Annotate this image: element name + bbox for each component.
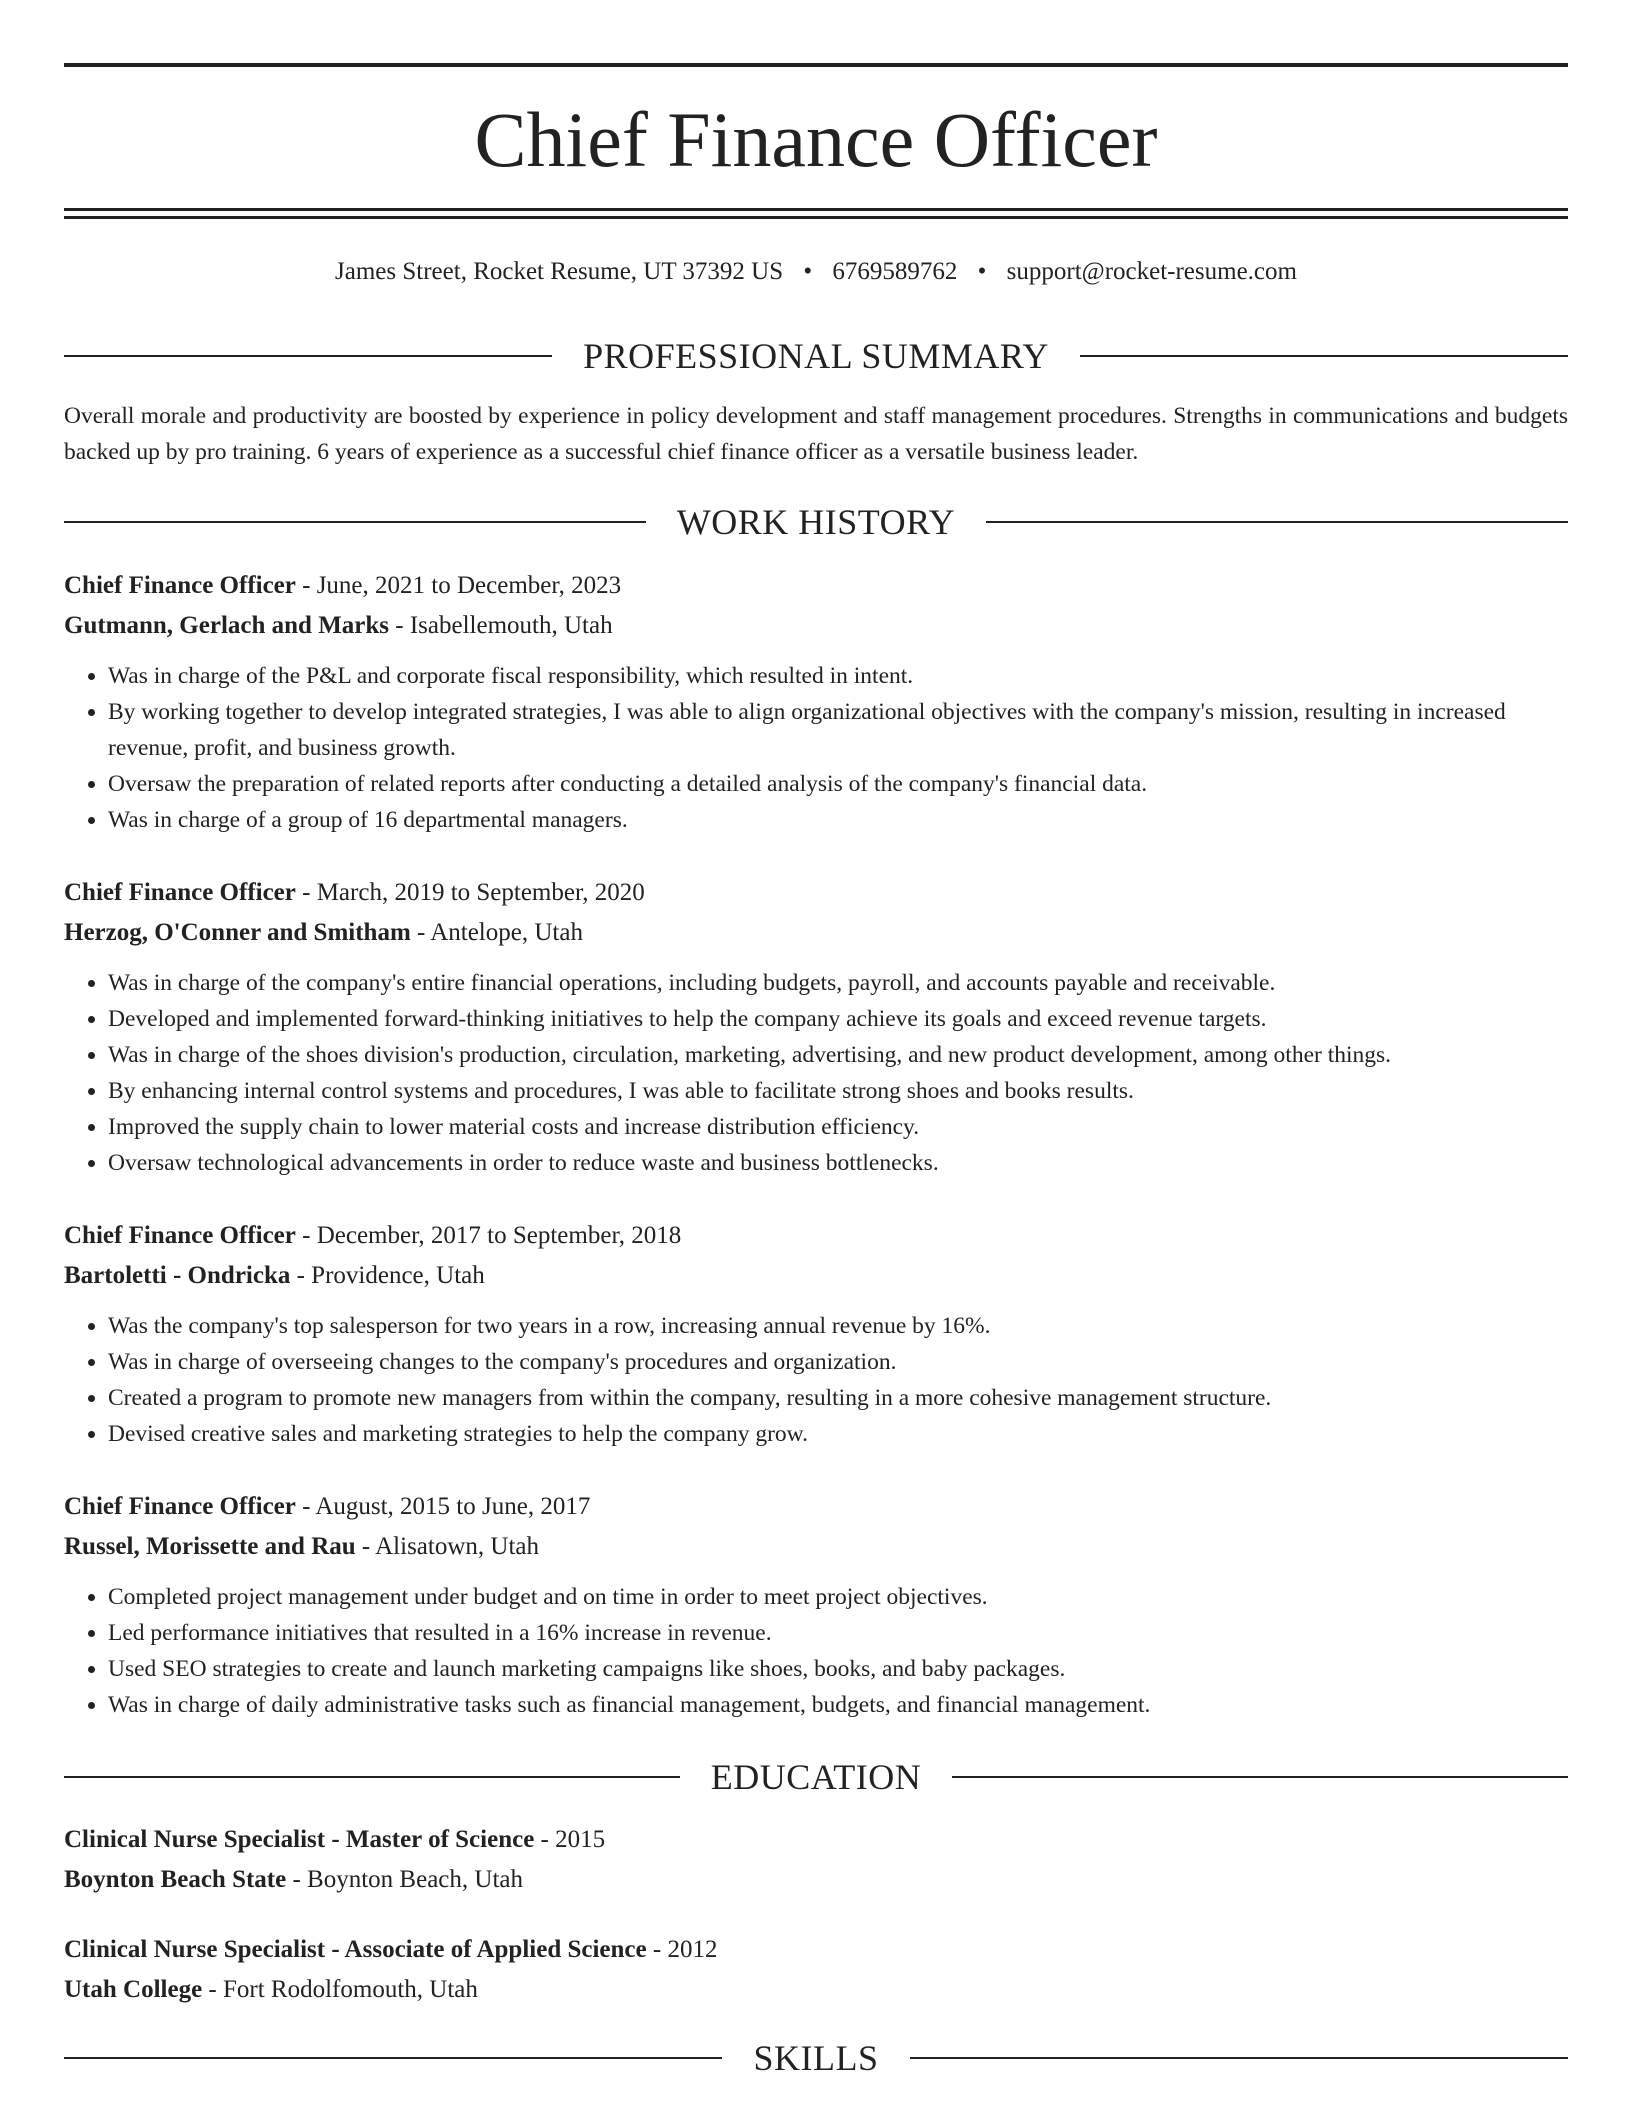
title-double-rule-lower	[64, 216, 1568, 219]
job-bullet: • Completed project management under budget and on time in order to meet project objectives.	[108, 1579, 1568, 1615]
education-entry	[64, 1820, 1568, 1900]
contact-email: support@rocket-resume.com	[1006, 258, 1297, 285]
job-bullet: • Oversaw the preparation of related reports after conducting a detailed analysis of the company's financial data.	[108, 766, 1568, 802]
job-bullets	[64, 1308, 1568, 1452]
job-bullet: • Was the company's top salesperson for two years in a row, increasing annual revenue by 16%.	[108, 1308, 1568, 1344]
job-bullets	[64, 965, 1568, 1181]
job-bullet: • Developed and implemented forward-thinking initiatives to help the company achieve its goals and exceed revenue targets.	[108, 1001, 1568, 1037]
job-dates: - December, 2017 to September, 2018	[302, 1222, 682, 1249]
job-bullets	[64, 1579, 1568, 1723]
job-company: Bartoletti - Ondricka	[64, 1262, 291, 1289]
education-year: - 2015	[540, 1826, 606, 1853]
job-company: Herzog, O'Conner and Smitham	[64, 919, 411, 946]
contact-phone: 6769589762	[832, 258, 958, 285]
job-entry	[64, 1216, 1568, 1452]
summary-text: Overall morale and productivity are boosted by experience in policy development and staff management procedures. Strengths in communications and budgets backed up by pro training. 6 years of experience as a successful chief finance officer as a versatile business leader.	[64, 403, 1568, 465]
job-company-line	[64, 606, 1568, 646]
job-title: Chief Finance Officer	[64, 1222, 296, 1249]
education-location: - Boynton Beach, Utah	[292, 1866, 523, 1893]
section-title: SKILLS	[753, 2038, 879, 2078]
job-location: - Providence, Utah	[296, 1262, 485, 1289]
job-location: - Isabellemouth, Utah	[395, 612, 613, 639]
education-school: Boynton Beach State	[64, 1866, 287, 1893]
top-rule	[64, 63, 1568, 67]
job-entry	[64, 1487, 1568, 1723]
job-company: Gutmann, Gerlach and Marks	[64, 612, 390, 639]
section-heading-education	[64, 1755, 1568, 1799]
job-bullet: • Was in charge of overseeing changes to the company's procedures and organization.	[108, 1344, 1568, 1380]
job-title: Chief Finance Officer	[64, 572, 296, 599]
job-entry	[64, 873, 1568, 1181]
job-bullet: • Devised creative sales and marketing strategies to help the company grow.	[108, 1416, 1568, 1452]
job-entry	[64, 566, 1568, 838]
section-heading-work-history	[64, 500, 1568, 544]
education-school-line	[64, 1860, 1568, 1900]
job-bullet: • Used SEO strategies to create and launch marketing campaigns like shoes, books, and baby packages.	[108, 1651, 1568, 1687]
education-location: - Fort Rodolfomouth, Utah	[208, 1976, 478, 2003]
job-title-line	[64, 1487, 1568, 1527]
section-title: EDUCATION	[710, 1757, 922, 1797]
job-bullet: • Was in charge of the P&L and corporate fiscal responsibility, which resulted in intent.	[108, 658, 1568, 694]
job-title-line	[64, 566, 1568, 606]
job-company-line	[64, 1256, 1568, 1296]
job-bullet: • Was in charge of a group of 16 departmental managers.	[108, 802, 1568, 838]
section-title: WORK HISTORY	[676, 502, 956, 542]
education-degree: Clinical Nurse Specialist - Master of Science	[64, 1826, 535, 1853]
job-bullets	[64, 658, 1568, 838]
contact-line	[0, 255, 1632, 289]
job-bullet: • Was in charge of the company's entire financial operations, including budgets, payroll, and accounts payable and receivable.	[108, 965, 1568, 1001]
job-dates: - March, 2019 to September, 2020	[302, 879, 645, 906]
job-bullet: • By working together to develop integrated strategies, I was able to align organizational objectives with the company's mission, resulting in increased revenue, profit, and business growth.	[108, 694, 1568, 766]
education-entry	[64, 1930, 1568, 2010]
job-title: Chief Finance Officer	[64, 1493, 296, 1520]
job-bullet: • Created a program to promote new managers from within the company, resulting in a more cohesive management structure.	[108, 1380, 1568, 1416]
job-company: Russel, Morissette and Rau	[64, 1533, 356, 1560]
job-bullet: • Oversaw technological advancements in order to reduce waste and business bottlenecks.	[108, 1145, 1568, 1181]
education-year: - 2012	[652, 1936, 718, 1963]
job-title-line	[64, 873, 1568, 913]
job-dates: - June, 2021 to December, 2023	[302, 572, 622, 599]
education-school: Utah College	[64, 1976, 203, 2003]
contact-separator: •	[977, 258, 987, 285]
section-title: PROFESSIONAL SUMMARY	[583, 336, 1049, 376]
education-degree: Clinical Nurse Specialist - Associate of Applied Science	[64, 1936, 647, 1963]
education-degree-line	[64, 1820, 1568, 1860]
job-dates: - August, 2015 to June, 2017	[302, 1493, 591, 1520]
education-degree-line	[64, 1930, 1568, 1970]
contact-separator: •	[803, 258, 813, 285]
job-bullet: • By enhancing internal control systems and procedures, I was able to facilitate strong shoes and books results.	[108, 1073, 1568, 1109]
job-location: - Antelope, Utah	[417, 919, 583, 946]
job-title-line	[64, 1216, 1568, 1256]
section-heading-skills	[64, 2036, 1568, 2080]
job-bullet: • Led performance initiatives that resulted in a 16% increase in revenue.	[108, 1615, 1568, 1651]
resume-title: Chief Finance Officer	[474, 96, 1158, 183]
job-bullet: • Improved the supply chain to lower material costs and increase distribution efficiency.	[108, 1109, 1568, 1145]
education-school-line	[64, 1970, 1568, 2010]
job-location: - Alisatown, Utah	[361, 1533, 539, 1560]
contact-address: James Street, Rocket Resume, UT 37392 US	[335, 258, 784, 285]
job-bullet: • Was in charge of the shoes division's production, circulation, marketing, advertising, and new product development, among other things.	[108, 1037, 1568, 1073]
title-double-rule-upper	[64, 208, 1568, 211]
job-company-line	[64, 913, 1568, 953]
job-company-line	[64, 1527, 1568, 1567]
job-title: Chief Finance Officer	[64, 879, 296, 906]
job-bullet: • Was in charge of daily administrative tasks such as financial management, budgets, and financial management.	[108, 1687, 1568, 1723]
section-heading-summary	[64, 334, 1568, 378]
